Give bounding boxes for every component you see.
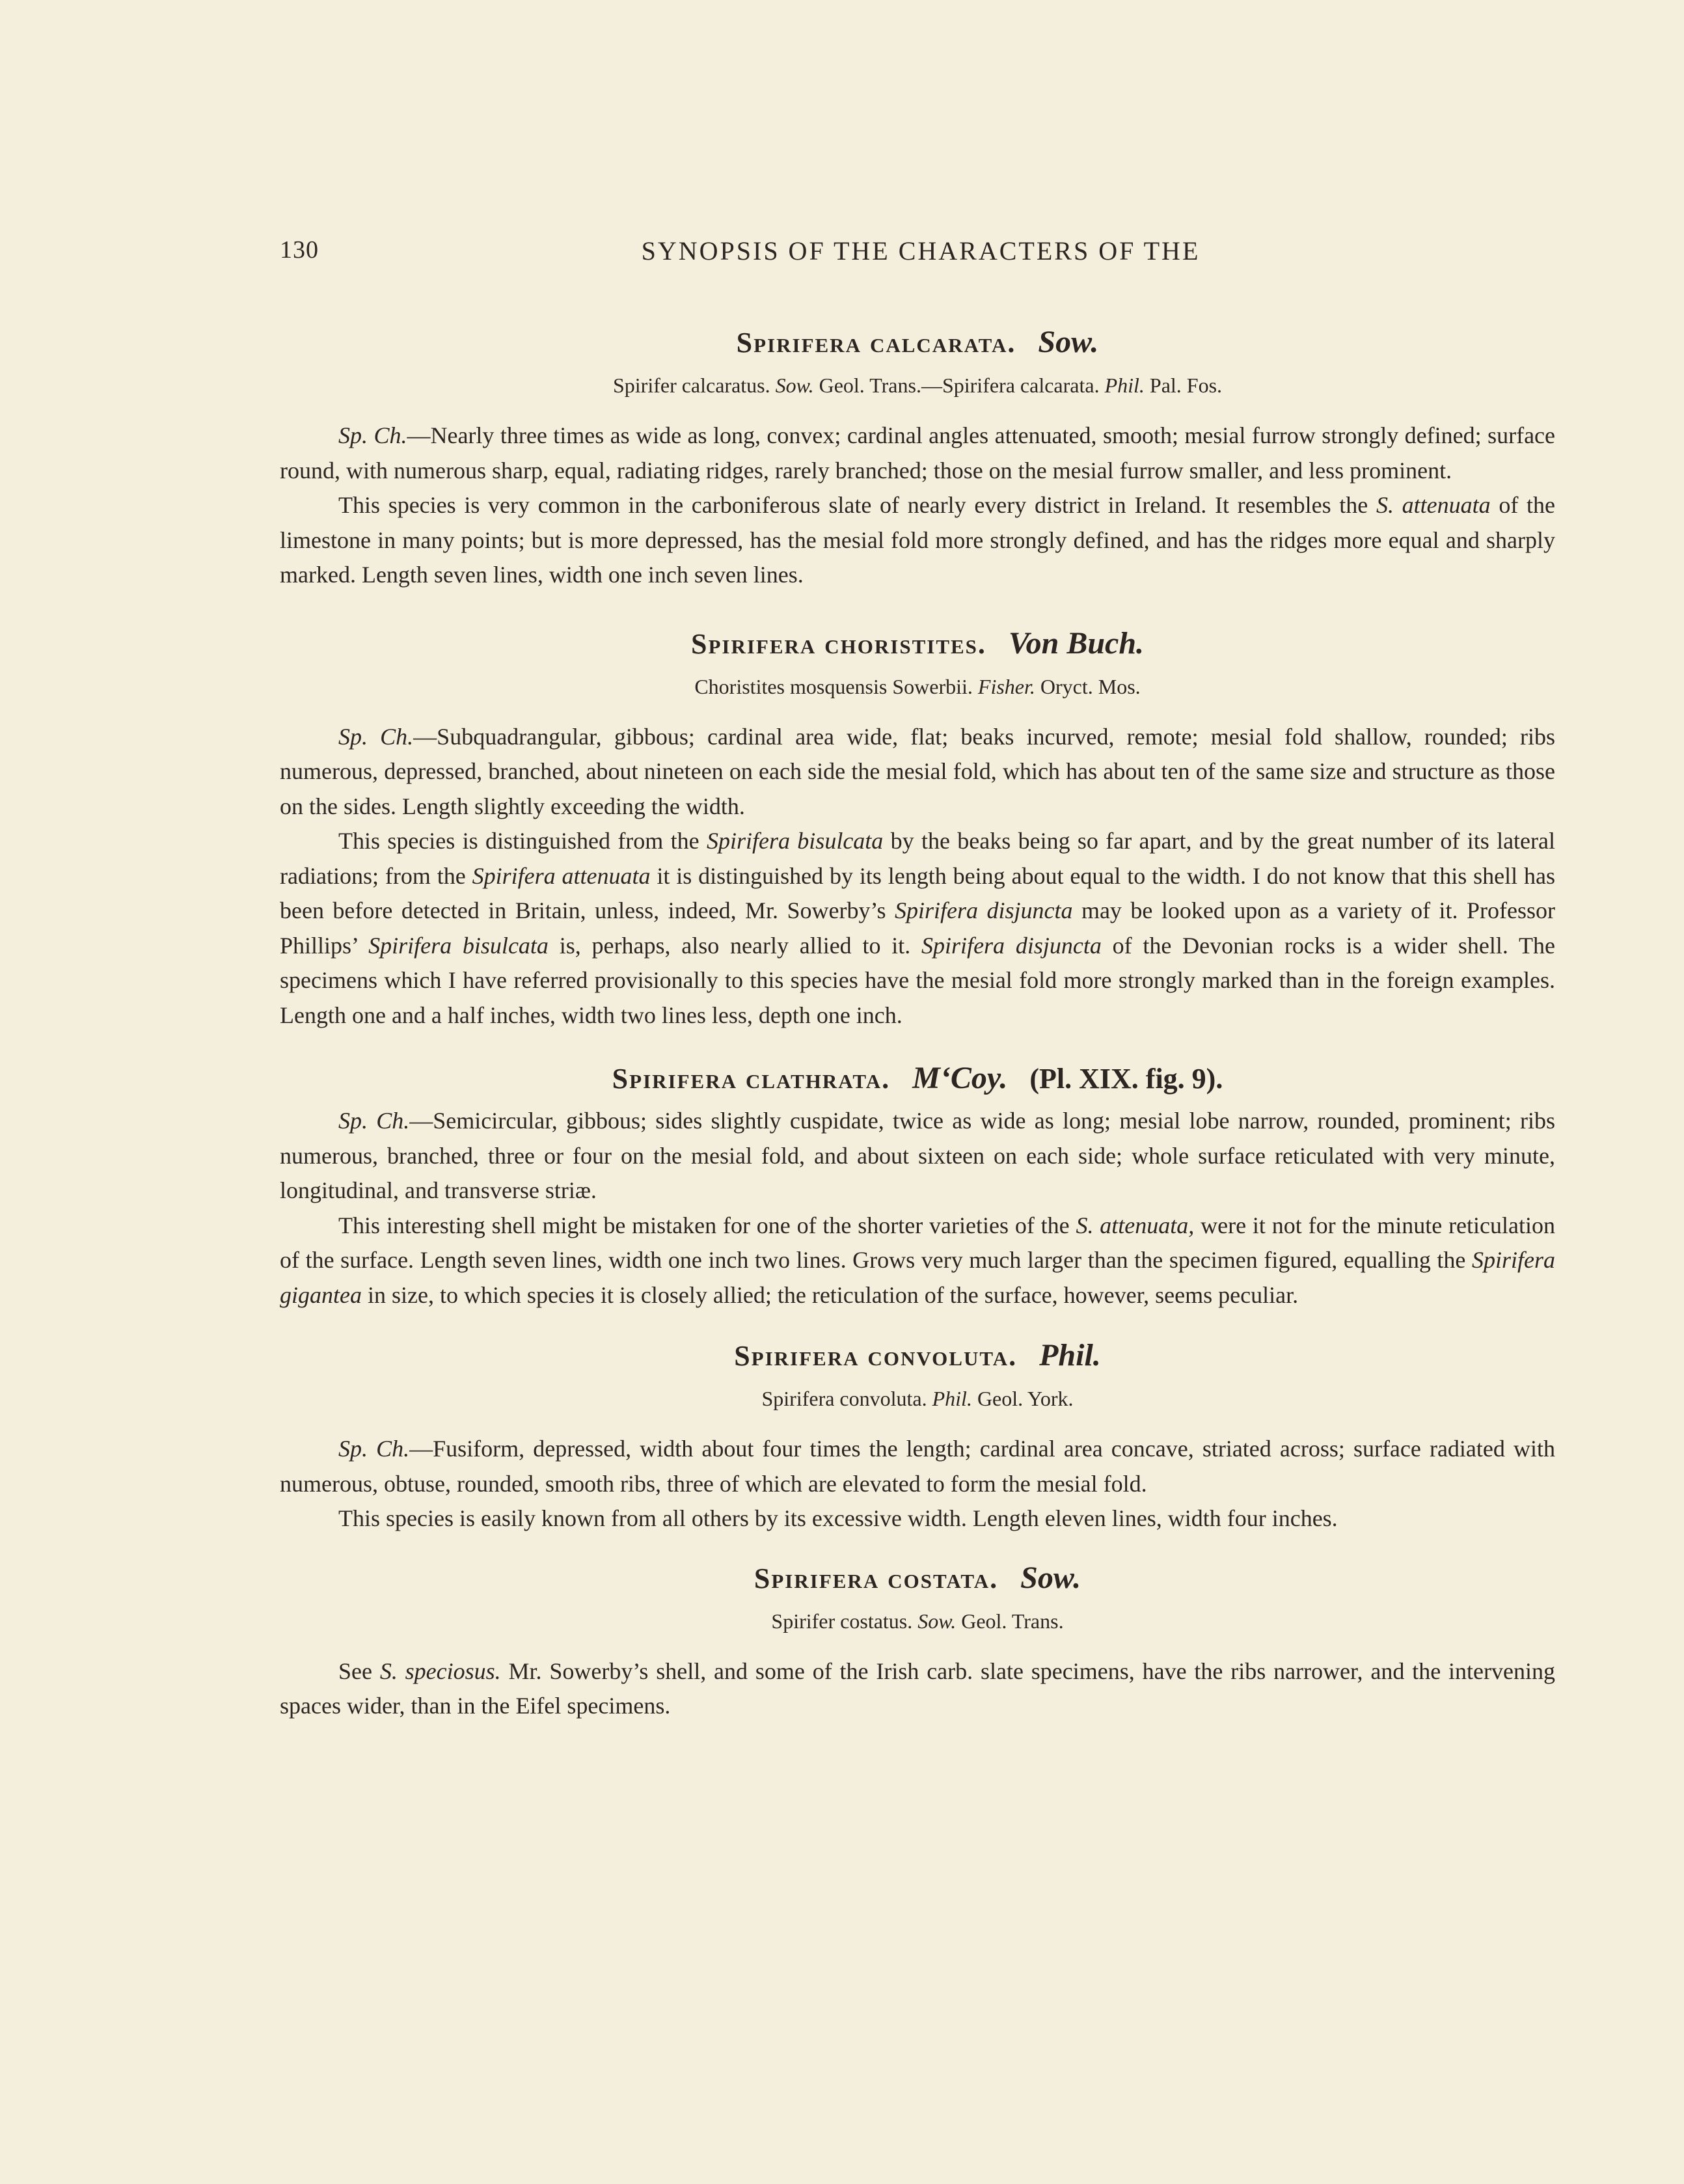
running-title: SYNOPSIS OF THE CHARACTERS OF THE xyxy=(641,236,1201,266)
text-run: in size, to which species it is closely allied; the reticulation of the surface, however, seems peculiar. xyxy=(361,1281,1299,1308)
italic-text-run: Sow. xyxy=(917,1609,957,1633)
species-author: Von Buch. xyxy=(1008,625,1145,661)
italic-text-run: Phil. xyxy=(1104,374,1145,397)
text-run: This species is easily known from all others by its excessive width. Length eleven lines, width four inches. xyxy=(338,1505,1338,1531)
species-name: Spirifera choristites. xyxy=(690,627,986,660)
species-entry xyxy=(280,1336,1555,1536)
text-run: See xyxy=(338,1658,380,1684)
species-remarks xyxy=(280,488,1555,593)
species-name: Spirifera clathrata. xyxy=(612,1063,891,1095)
text-run: Oryct. Mos. xyxy=(1035,674,1141,698)
text-run: of the Devonian rocks is a wider shell. The specimens which I have referred provisionally to this species have the mesial fold more strongly marked than in the foreign examples. Length one and a half inches, width two lines less, depth one inch. xyxy=(280,932,1556,1028)
species-heading xyxy=(280,1059,1555,1100)
italic-text-run: Sp. Ch. xyxy=(338,1436,410,1462)
species-entry xyxy=(280,323,1555,593)
text-run: Spirifera convoluta. xyxy=(761,1387,932,1410)
species-entry xyxy=(280,1059,1555,1313)
italic-text-run: Sow. xyxy=(775,374,814,397)
italic-text-run: S. attenuata, xyxy=(1076,1212,1195,1238)
page-number: 130 xyxy=(280,236,319,264)
synonymy-line xyxy=(280,670,1555,703)
species-remarks xyxy=(280,1654,1555,1724)
text-run: may be looked upon as a variety of it. Professor Phillips’ xyxy=(280,897,1555,959)
synonymy-line xyxy=(280,1382,1555,1415)
italic-text-run: Sp. Ch. xyxy=(338,723,414,750)
italic-text-run: Spirifera disjuncta xyxy=(895,897,1073,923)
species-heading xyxy=(280,323,1555,364)
synonymy-line xyxy=(280,1605,1555,1637)
italic-text-run: S. speciosus. xyxy=(379,1658,501,1684)
species-remarks xyxy=(280,1501,1555,1536)
section-spacer xyxy=(280,1536,1555,1559)
section-spacer xyxy=(280,593,1555,624)
species-characters xyxy=(280,720,1555,825)
species-heading xyxy=(280,1336,1555,1377)
species-entry xyxy=(280,1559,1555,1724)
text-run: This species is distinguished from the xyxy=(338,828,707,854)
species-author: M‘Coy. xyxy=(912,1061,1008,1095)
italic-text-run: Spirifera disjuncta xyxy=(921,932,1102,959)
italic-text-run: Fisher. xyxy=(977,674,1035,698)
italic-text-run: Spirifera attenuata xyxy=(472,862,651,889)
text-run: Geol. York. xyxy=(971,1387,1074,1410)
text-run: Geol. Trans. xyxy=(956,1609,1064,1633)
section-spacer xyxy=(280,1313,1555,1336)
text-run: —Nearly three times as wide as long, convex; cardinal angles attenuated, smooth; mesial furrow strongly defined; surface round, with numerous sharp, equal, radiating ridges, rarely branched; those on the mesial furrow smaller, and less prominent. xyxy=(280,422,1556,484)
text-run: Spirifer calcaratus. xyxy=(612,374,776,397)
text-run: Pal. Fos. xyxy=(1144,374,1223,397)
italic-text-run: Sp. Ch. xyxy=(338,422,407,448)
synonymy-line xyxy=(280,369,1555,402)
text-run: Spirifer costatus. xyxy=(771,1609,918,1633)
species-name: Spirifera calcarata. xyxy=(736,327,1016,359)
section-spacer xyxy=(280,1033,1555,1059)
species-author: Phil. xyxy=(1039,1338,1101,1372)
page-header xyxy=(280,236,1562,275)
text-run: Geol. Trans.—Spirifera calcarata. xyxy=(813,374,1105,397)
text-run: —Fusiform, depressed, width about four times the length; cardinal area concave, striated across; surface radiated with numerous, obtuse, rounded, smooth ribs, three of which are elevated to form the mesial fold. xyxy=(280,1436,1555,1497)
text-run: were it not for the minute reticulation of the surface. Length seven lines, width one inch two lines. Grows very much larger than the specimen figured, equalling the xyxy=(280,1212,1555,1273)
species-remarks xyxy=(280,824,1555,1033)
italic-text-run: Spirifera gigantea xyxy=(280,1247,1555,1308)
page-body xyxy=(280,323,1555,1724)
italic-text-run: Phil. xyxy=(932,1387,972,1410)
italic-text-run: Spirifera bisulcata xyxy=(368,932,549,959)
italic-text-run: Sp. Ch. xyxy=(338,1108,410,1134)
species-author: Sow. xyxy=(1020,1560,1081,1595)
italic-text-run: S. attenuata xyxy=(1376,492,1491,518)
text-run: Mr. Sowerby’s shell, and some of the Irish carb. slate specimens, have the ribs narrower, and the intervening spaces wider, than in the Eifel specimens. xyxy=(280,1658,1555,1719)
text-run: This interesting shell might be mistaken for one of the shorter varieties of the xyxy=(338,1212,1076,1238)
species-characters xyxy=(280,1432,1555,1501)
species-name: Spirifera convoluta. xyxy=(734,1340,1018,1372)
species-characters xyxy=(280,1104,1555,1208)
text-run: by the beaks being so far apart, and by the great number of its lateral radiations; from the xyxy=(280,828,1556,889)
species-entry xyxy=(280,624,1555,1033)
species-characters xyxy=(280,418,1555,488)
italic-text-run: Spirifera bisulcata xyxy=(706,828,884,854)
text-run: Choristites mosquensis Sowerbii. xyxy=(694,674,978,698)
species-name: Spirifera costata. xyxy=(754,1562,999,1594)
text-run: —Subquadrangular, gibbous; cardinal area wide, flat; beaks incurved, remote; mesial fold shallow, rounded; ribs numerous, depressed, branched, about nineteen on each side the mesial fold, which has about ten of the same size and structure as those on the sides. Length slightly exceeding the width. xyxy=(280,723,1555,819)
text-run: it is distinguished by its length being about equal to the width. I do not know that this shell has been before detected in Britain, unless, indeed, Mr. Sowerby’s xyxy=(280,862,1555,923)
text-run: of the limestone in many points; but is more depressed, has the mesial fold more strongly defined, and has the ridges more equal and sharply marked. Length seven lines, width one inch seven lines. xyxy=(280,492,1556,588)
plate-reference: (Pl. XIX. fig. 9). xyxy=(1029,1063,1223,1095)
text-run: —Semicircular, gibbous; sides slightly cuspidate, twice as wide as long; mesial lobe narrow, rounded, prominent; ribs numerous, branched, three or four on the mesial fold, and about sixteen on each side; whole surface reticulated with very minute, longitudinal, and transverse striæ. xyxy=(280,1108,1556,1203)
species-heading xyxy=(280,624,1555,665)
text-run: This species is very common in the carboniferous slate of nearly every district in Ireland. It resembles the xyxy=(338,492,1376,518)
species-author: Sow. xyxy=(1038,325,1099,359)
species-heading xyxy=(280,1559,1555,1600)
text-run: is, perhaps, also nearly allied to it. xyxy=(548,932,922,959)
species-remarks xyxy=(280,1208,1555,1313)
